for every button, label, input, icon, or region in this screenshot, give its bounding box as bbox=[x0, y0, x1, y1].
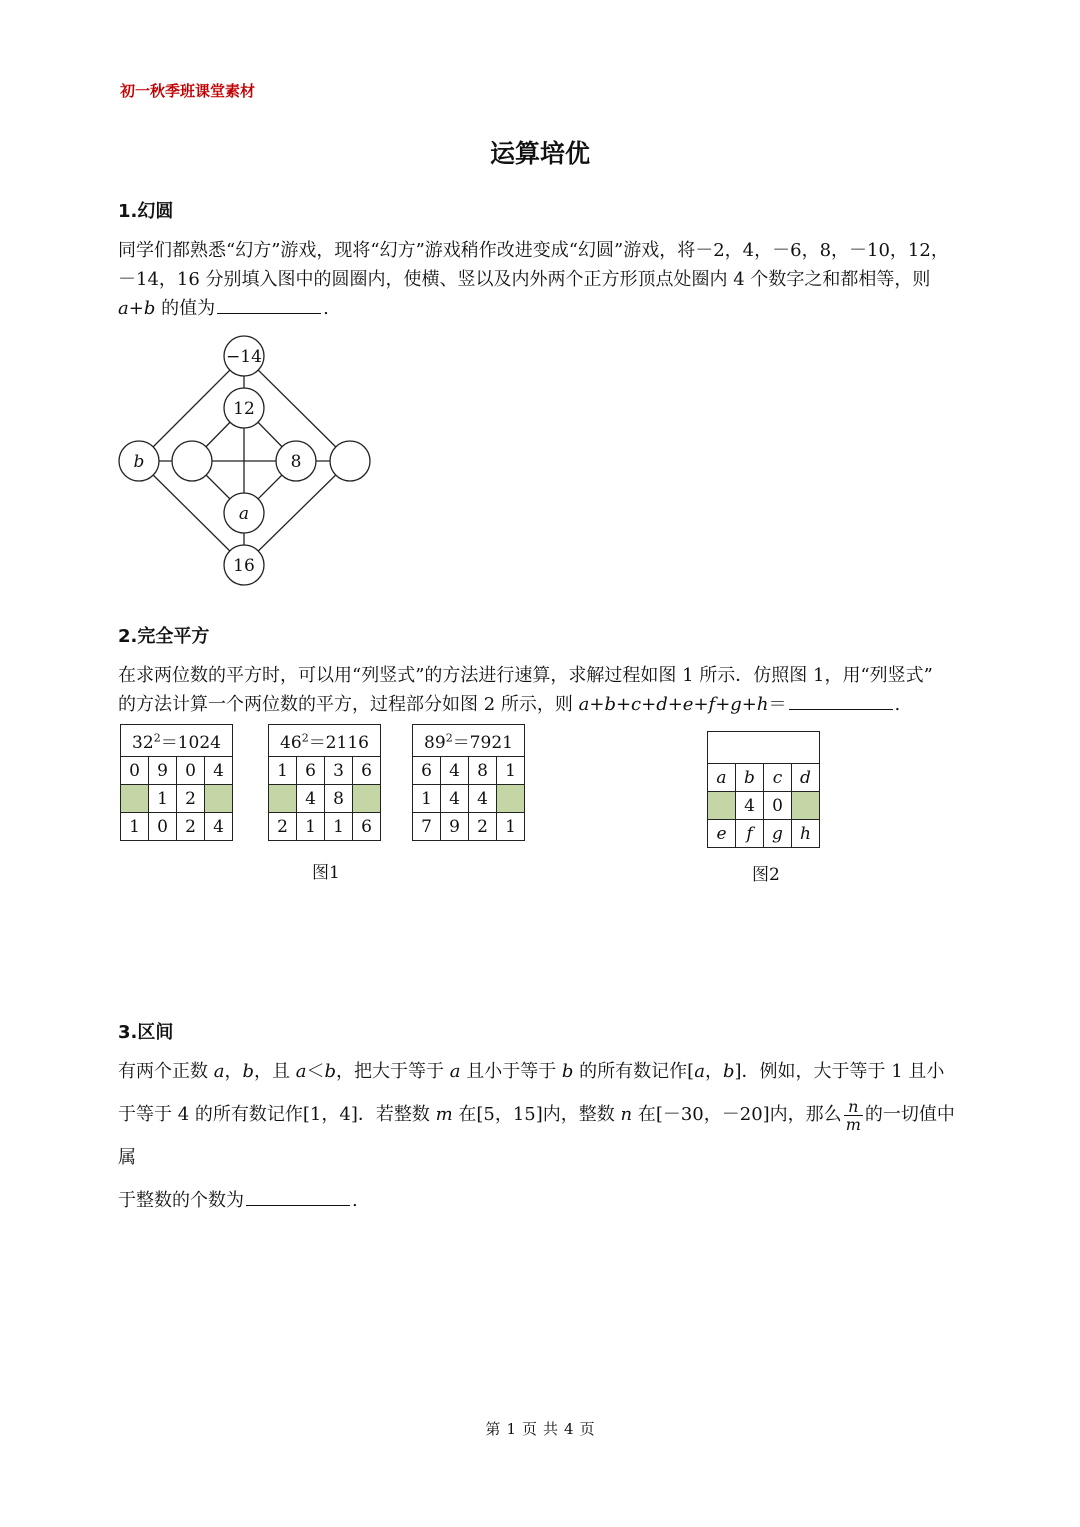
table-cell-shaded bbox=[269, 785, 297, 813]
table-cell: g bbox=[764, 820, 792, 848]
table-cell: 3 bbox=[325, 757, 353, 785]
var-a: a bbox=[295, 1061, 307, 1082]
fraction-n-over-m: $\frac{n}{m}$ bbox=[845, 1096, 861, 1134]
table-cell-shaded bbox=[497, 785, 525, 813]
q2-equals: ＝ bbox=[768, 694, 787, 715]
circle-lower-label: a bbox=[238, 504, 250, 524]
q3-answer-blank bbox=[246, 1204, 350, 1206]
table-cell: 0 bbox=[149, 813, 177, 841]
circle-upper-label: 12 bbox=[233, 399, 255, 419]
table-header-empty bbox=[708, 732, 820, 764]
var-b: b bbox=[242, 1061, 254, 1082]
circle-left-label: b bbox=[133, 452, 145, 472]
table-cell: d bbox=[792, 764, 820, 792]
table-cell: 1 bbox=[497, 813, 525, 841]
fig1-table-32 bbox=[120, 724, 233, 841]
q2-answer-blank bbox=[789, 708, 893, 710]
caption-fig1: 图1 bbox=[312, 863, 340, 883]
q3-text bbox=[118, 1050, 968, 1222]
q1-line1: 同学们都熟悉“幻方”游戏，现将“幻方”游戏稍作改进变成“幻圆”游戏，将－2，4，－6，8，－10，12， bbox=[118, 240, 949, 261]
page-title: 运算培优 bbox=[489, 139, 590, 168]
table-cell: a bbox=[708, 764, 736, 792]
q3-line3: 于整数的个数为 . bbox=[118, 1190, 358, 1211]
fig1-table-89 bbox=[412, 724, 525, 841]
q3-line1: 有两个正数 a，b，且 a＜b，把大于等于 a 且小于等于 b 的所有数记作[a，b]．例如，大于等于 1 且小 bbox=[118, 1061, 945, 1082]
table-cell: 8 bbox=[325, 785, 353, 813]
var-b: b bbox=[324, 1061, 336, 1082]
table-cell: 9 bbox=[149, 757, 177, 785]
table-cell: 6 bbox=[413, 757, 441, 785]
q2-line2-text: 的方法计算一个两位数的平方，过程部分如图 2 所示，则 bbox=[118, 694, 579, 715]
table-cell-shaded bbox=[205, 785, 233, 813]
table-cell: 1 bbox=[497, 757, 525, 785]
table-cell: 4 bbox=[469, 785, 497, 813]
q1-end: . bbox=[323, 298, 329, 319]
page-total: 4 bbox=[564, 1420, 574, 1438]
table-cell: 1 bbox=[121, 813, 149, 841]
var-n: n bbox=[620, 1104, 633, 1125]
table-cell: b bbox=[736, 764, 764, 792]
table-cell: 4 bbox=[205, 813, 233, 841]
table-cell: 9 bbox=[441, 813, 469, 841]
table-cell: 7 bbox=[413, 813, 441, 841]
table-cell: 1 bbox=[413, 785, 441, 813]
var-a: a bbox=[694, 1061, 705, 1082]
table-cell: c bbox=[764, 764, 792, 792]
table-cell-shaded bbox=[121, 785, 149, 813]
table-cell: 1 bbox=[325, 813, 353, 841]
table-header: $89^2=7921$ bbox=[413, 725, 525, 757]
table-cell-shaded bbox=[353, 785, 381, 813]
table-cell: 2 bbox=[469, 813, 497, 841]
q2-heading: 2.完全平方 bbox=[118, 626, 210, 647]
table-cell: 6 bbox=[353, 813, 381, 841]
circle-right-inner-label: 8 bbox=[290, 452, 302, 472]
var-b: b bbox=[561, 1061, 574, 1082]
table-cell: 2 bbox=[269, 813, 297, 841]
table-cell: 2 bbox=[177, 785, 205, 813]
table-cell: 1 bbox=[149, 785, 177, 813]
caption-fig2: 图2 bbox=[752, 865, 780, 885]
table-cell: 0 bbox=[177, 757, 205, 785]
header-label: 初一秋季班课堂素材 bbox=[120, 82, 256, 100]
circle-right bbox=[330, 441, 370, 481]
table-cell: 1 bbox=[269, 757, 297, 785]
q1-line2: －14，16 分别填入图中的圆圈内，使横、竖以及内外两个正方形顶点处圈内 4 个数字之和都相等，则 bbox=[118, 269, 931, 290]
q2-end: . bbox=[894, 694, 901, 715]
q2-text bbox=[118, 661, 968, 719]
table-cell: 1 bbox=[297, 813, 325, 841]
q2-line1: 在求两位数的平方时，可以用“列竖式”的方法进行速算，求解过程如图 1 所示．仿照图 1，用“列竖式” bbox=[118, 665, 933, 686]
q2-line2 bbox=[118, 690, 968, 719]
table-cell: 0 bbox=[764, 792, 792, 820]
q1-line3 bbox=[118, 294, 968, 323]
table-cell: 8 bbox=[469, 757, 497, 785]
table-header: $46^2=2116$ bbox=[269, 725, 381, 757]
var-a: a bbox=[449, 1061, 461, 1082]
table-cell: 4 bbox=[205, 757, 233, 785]
table-cell: 4 bbox=[441, 757, 469, 785]
fig1-table-46 bbox=[268, 724, 381, 841]
table-cell-shaded bbox=[708, 792, 736, 820]
var-m: m bbox=[435, 1104, 453, 1125]
table-cell: 4 bbox=[441, 785, 469, 813]
table-cell: f bbox=[736, 820, 764, 848]
table-cell: 0 bbox=[121, 757, 149, 785]
table-cell: 6 bbox=[353, 757, 381, 785]
table-cell-shaded bbox=[792, 792, 820, 820]
table-cell: h bbox=[792, 820, 820, 848]
q1-line3-text: 的值为 bbox=[155, 298, 216, 319]
q1-text bbox=[118, 236, 968, 323]
circle-top-label: −14 bbox=[226, 347, 262, 367]
q1-expression: a+b bbox=[118, 298, 156, 319]
magic-circle-diagram bbox=[110, 330, 390, 590]
page-footer: 第 1 页 共 4 页 bbox=[485, 1420, 595, 1438]
q3-heading: 3.区间 bbox=[118, 1022, 174, 1043]
table-header: $32^2=1024$ bbox=[121, 725, 233, 757]
table-cell: 2 bbox=[177, 813, 205, 841]
q3-line2: 于等于 4 的所有数记作[1，4]．若整数 m 在[5，15]内，整数 n 在[－30，－20]内，那么 $\frac{n}{m}$ 的一切值中属 bbox=[118, 1096, 955, 1168]
circle-bottom-label: 16 bbox=[233, 556, 255, 576]
circle-left-inner bbox=[172, 441, 212, 481]
q1-answer-blank bbox=[217, 312, 321, 314]
page-number: 1 bbox=[506, 1420, 516, 1438]
var-a: a bbox=[213, 1061, 225, 1082]
table-cell: 4 bbox=[297, 785, 325, 813]
fig2-table bbox=[707, 731, 820, 848]
table-cell: 4 bbox=[736, 792, 764, 820]
q1-heading: 1.幻圆 bbox=[118, 201, 174, 222]
table-cell: e bbox=[708, 820, 736, 848]
var-b: b bbox=[722, 1061, 735, 1082]
q2-expression: a+b+c+d+e+f+g+h bbox=[578, 694, 769, 715]
table-cell: 6 bbox=[297, 757, 325, 785]
